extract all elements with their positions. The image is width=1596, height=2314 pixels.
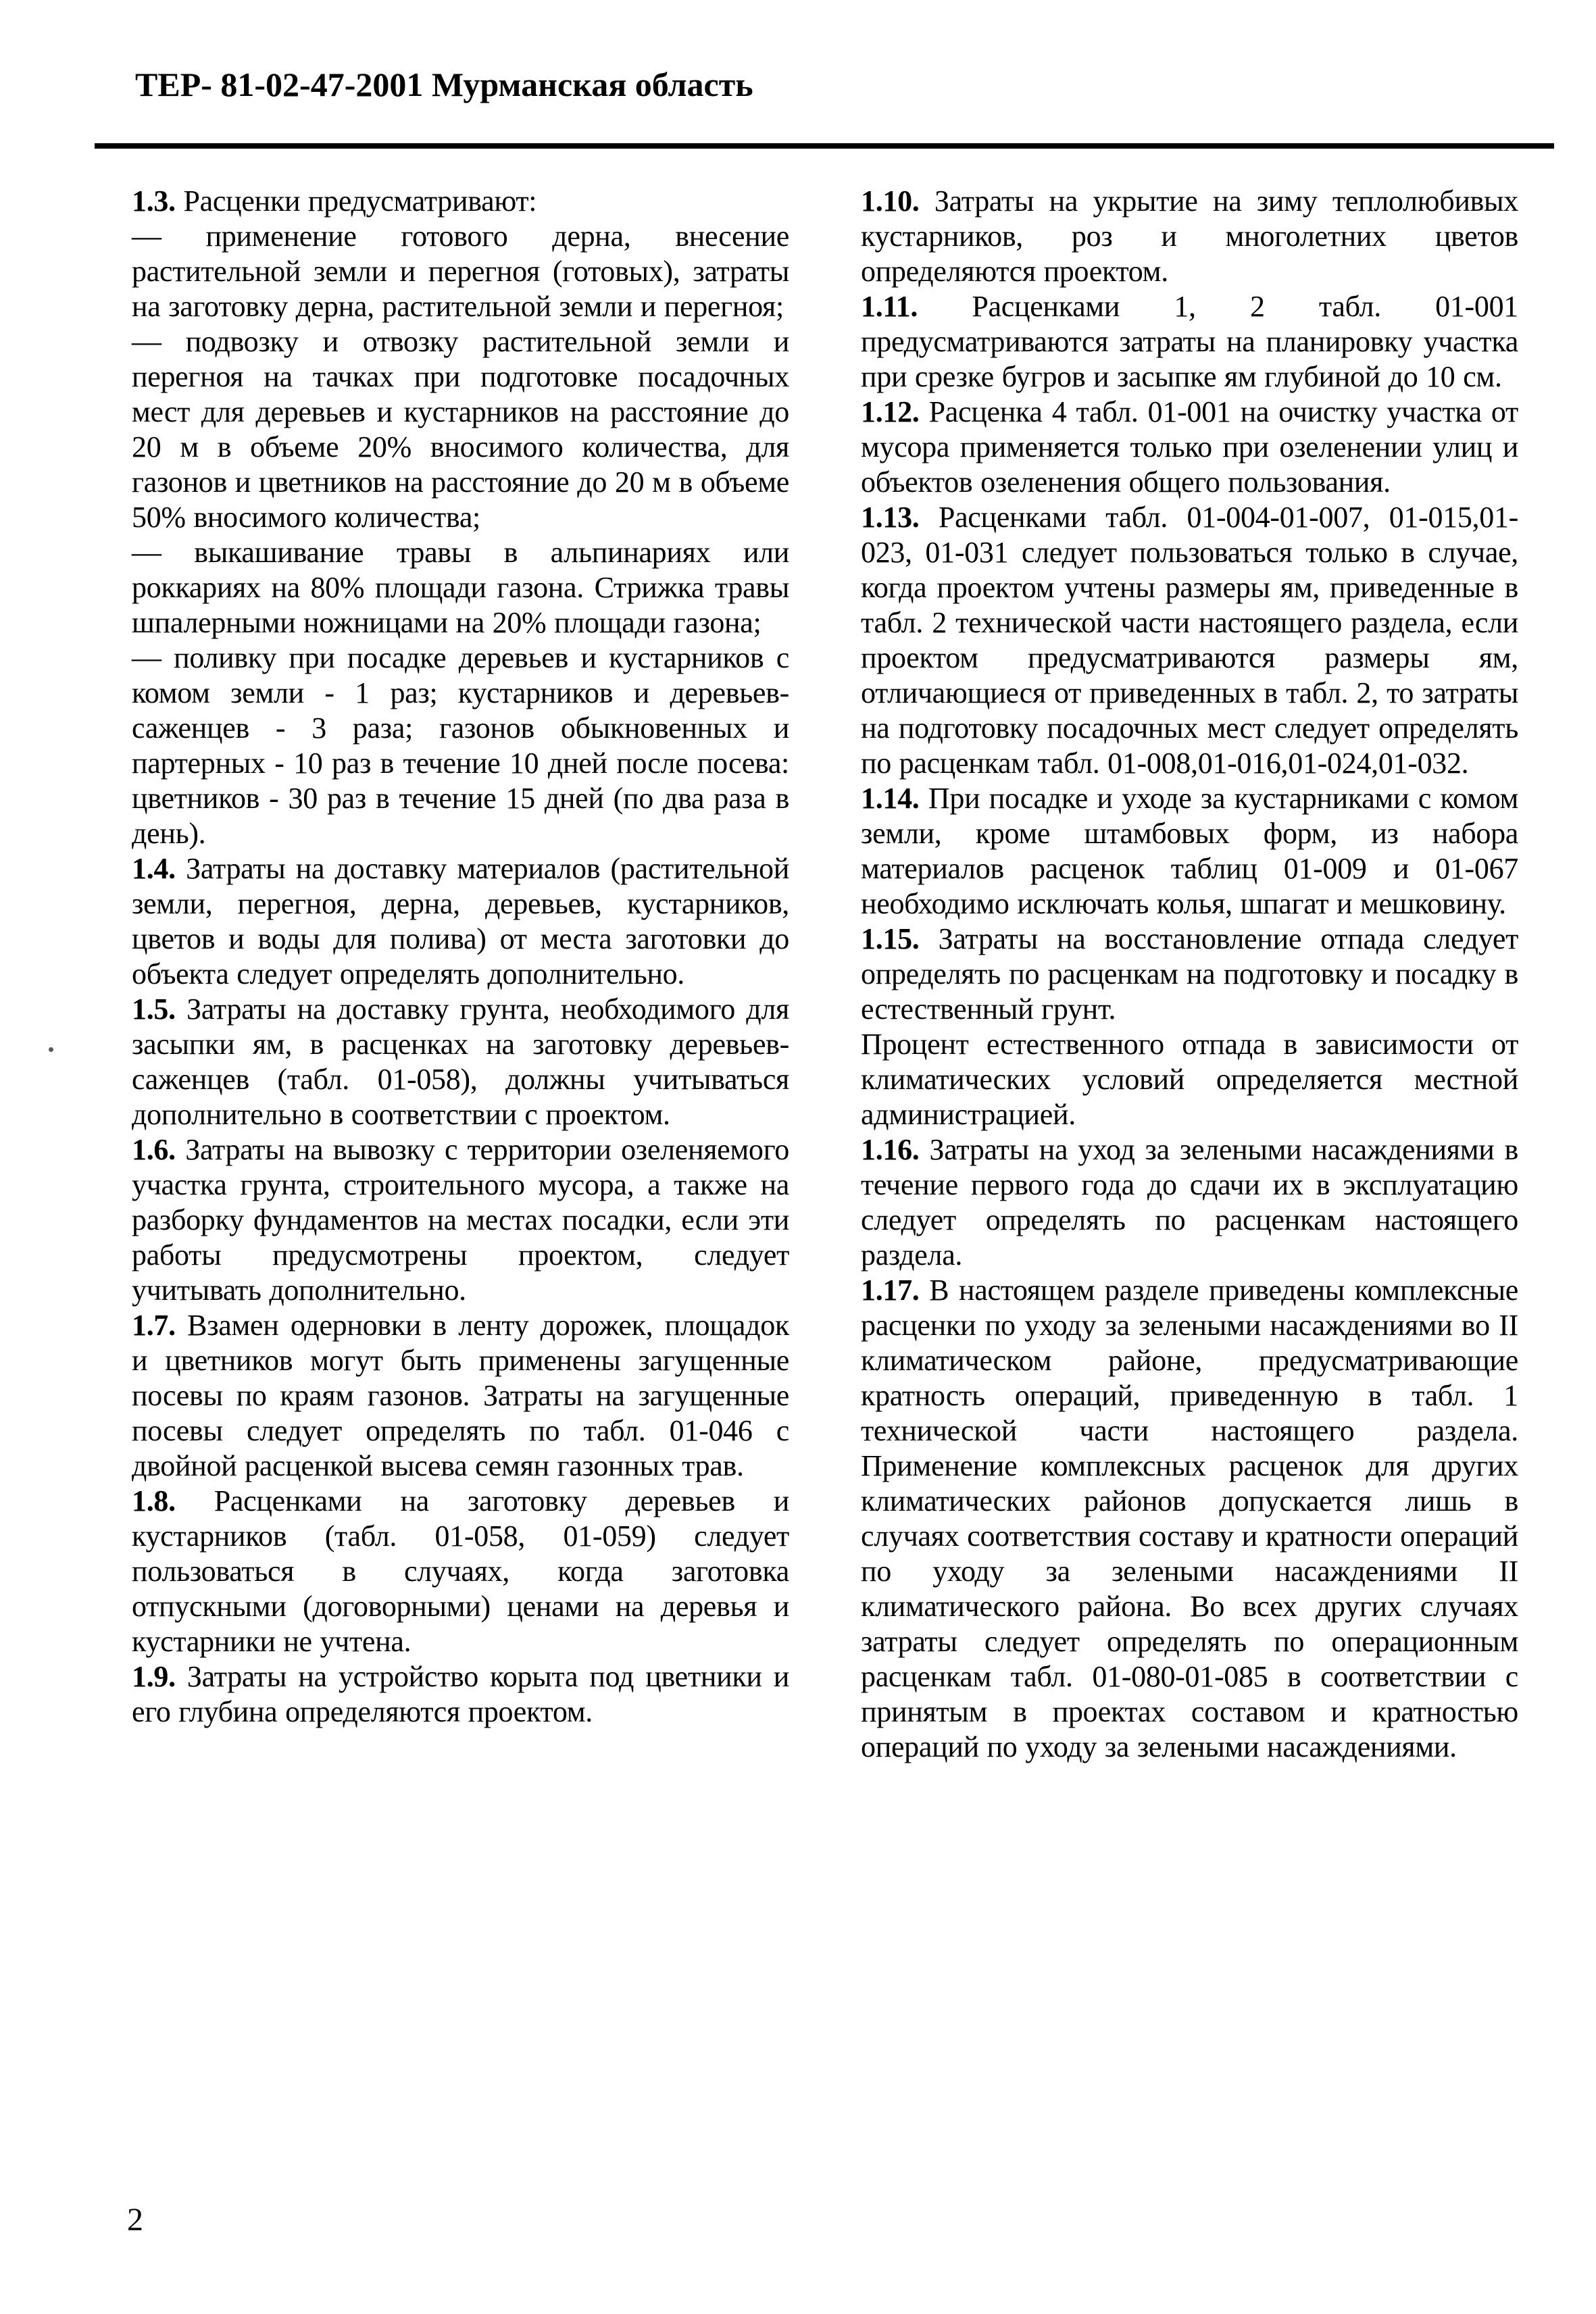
paragraph-text: Затраты на доставку грунта, необходимого для засыпки ям, в расценках на заготовку деревьев-саженцев (табл. 01-058), должны учитываться дополнительно в соответствии с проектом. — [132, 992, 789, 1131]
paragraph — [861, 500, 1518, 781]
right-text-column — [861, 184, 1518, 1765]
paragraph — [132, 1659, 789, 1730]
paragraph-text: — поливку при посадке деревьев и кустарников с комом земли - 1 раз; кустарников и деревьев-саженцев - 3 раза; газонов обыкновенных и партерных - 10 раз в течение 10 дней после посева: цветников - 30 раз в течение 15 дней (по два раза в день). — [132, 641, 789, 850]
clause-number: 1.7. — [132, 1309, 188, 1342]
scan-speckle-dot — [49, 1047, 53, 1052]
clause-number: 1.11. — [861, 290, 972, 323]
paragraph-text: Процент естественного отпада в зависимости от климатических условий определяется местной администрацией. — [861, 1028, 1518, 1131]
document-header-title: ТЕР- 81-02-47-2001 Мурманская область — [135, 66, 753, 103]
paragraph-text: Расценками табл. 01-004-01-007, 01-015,01-023, 01-031 следует пользоваться только в случае, когда проектом учтены размеры ям, приведенные в табл. 2 технической части настоящего раздела, если проектом предусматриваются размеры ям, отличающиеся от приведенных в табл. 2, то затраты на подготовку посадочных мест следует определять по расценкам табл. 01-008,01-016,01-024,01-032. — [861, 501, 1518, 780]
paragraph — [132, 1308, 789, 1484]
paragraph-text: — подвозку и отвозку растительной земли и перегноя на тачках при подготовке посадочных мест для деревьев и кустарников на расстояние до 20 м в объеме 20% вносимого количества, для газонов и цветников на расстояние до 20 м в объеме 50% вносимого количества; — [132, 325, 789, 534]
clause-number: 1.4. — [132, 852, 186, 885]
two-column-text-block — [132, 184, 1518, 1765]
paragraph-text: Затраты на вывозку с территории озеленяемого участка грунта, строительного мусора, а также на разборку фундаментов на местах посадки, если эти работы предусмотрены проектом, следует учитывать дополнительно. — [132, 1133, 789, 1307]
paragraph-text: Затраты на восстановление отпада следует определять по расценкам на подготовку и посадку в естественный грунт. — [861, 922, 1519, 1026]
clause-number: 1.13. — [861, 501, 939, 534]
left-text-column — [132, 184, 789, 1765]
paragraph — [132, 851, 789, 992]
paragraph — [861, 922, 1518, 1027]
paragraph — [132, 1484, 789, 1659]
header-rule-divider — [95, 143, 1554, 149]
paragraph — [861, 1273, 1518, 1765]
paragraph-text: — применение готового дерна, внесение растительной земли и перегноя (готовых), затраты на заготовку дерна, растительной земли и перегноя; — [132, 220, 789, 323]
paragraph-text: При посадке и уходе за кустарниками с комом земли, кроме штамбовых форм, из набора материалов расценок таблиц 01-009 и 01-067 необходимо исключать колья, шпагат и мешковину. — [861, 782, 1518, 920]
clause-number: 1.9. — [132, 1660, 187, 1693]
paragraph-text: Затраты на доставку материалов (растительной земли, перегноя, дерна, деревьев, кустарников, цветов и воды для полива) от места заготовки до объекта следует определять дополнительно. — [132, 852, 789, 990]
clause-number: 1.10. — [861, 184, 934, 218]
paragraph — [132, 992, 789, 1132]
paragraph-text: — выкашивание травы в альпинариях или роккариях на 80% площади газона. Стрижка травы шпалерными ножницами на 20% площади газона; — [132, 536, 789, 639]
paragraph-text: Расценки предусматривают: — [183, 184, 537, 218]
clause-number: 1.15. — [861, 922, 939, 955]
paragraph-text: Расценками 1, 2 табл. 01-001 предусматриваются затраты на планировку участка при срезке бугров и засыпке ям глубиной до 10 см. — [861, 290, 1518, 393]
paragraph — [132, 535, 789, 640]
clause-number: 1.16. — [861, 1133, 930, 1166]
paragraph — [132, 219, 789, 324]
paragraph-text: Взамен одерновки в ленту дорожек, площадок и цветников могут быть применены загущенные посевы по краям газонов. Затраты на загущенные посевы следует определять по табл. 01-046 с двойной расценкой высева семян газонных трав. — [132, 1309, 789, 1482]
clause-number: 1.14. — [861, 782, 928, 815]
clause-number: 1.6. — [132, 1133, 186, 1166]
paragraph-text: Затраты на уход за зелеными насаждениями в течение первого года до сдачи их в эксплуатацию следует определять по расценкам настоящего раздела. — [861, 1133, 1518, 1272]
paragraph-text: Расценка 4 табл. 01-001 на очистку участка от мусора применяется только при озеленении улиц и объектов озеленения общего пользования. — [861, 395, 1518, 499]
paragraph — [132, 324, 789, 535]
paragraph — [861, 184, 1518, 289]
paragraph-text: Затраты на устройство корыта под цветники и его глубина определяются проектом. — [132, 1660, 789, 1728]
page-number: 2 — [127, 2202, 143, 2238]
clause-number: 1.5. — [132, 992, 187, 1026]
paragraph — [132, 184, 789, 219]
paragraph — [861, 781, 1518, 922]
clause-number: 1.3. — [132, 184, 184, 218]
paragraph — [861, 289, 1518, 395]
paragraph-text: В настоящем разделе приведены комплексные расценки по уходу за зелеными насаждениями во II климатическом районе, предусматривающие кратность операций, приведенную в табл. 1 технической части настоящего раздела. Применение комплексных расценок для других климатических районов допускается лишь в случаях соответствия составу и кратности операций по уходу за зелеными насаждениями II климатического района. Во всех других случаях затраты следует определять по операционным расценкам табл. 01-080-01-085 в соответствии с принятым в проектах составом и кратностью операций по уходу за зелеными насаждениями. — [861, 1274, 1519, 1763]
clause-number: 1.12. — [861, 395, 929, 428]
paragraph — [132, 1132, 789, 1308]
paragraph — [861, 395, 1518, 500]
paragraph — [861, 1027, 1518, 1132]
clause-number: 1.8. — [132, 1484, 214, 1517]
paragraph — [132, 640, 789, 851]
paragraph-text: Расценками на заготовку деревьев и кустарников (табл. 01-058, 01-059) следует пользоваться в случаях, когда заготовка отпускными (договорными) ценами на деревья и кустарники не учтена. — [132, 1484, 789, 1658]
clause-number: 1.17. — [861, 1274, 930, 1307]
paragraph-text: Затраты на укрытие на зиму теплолюбивых кустарников, роз и многолетних цветов определяются проектом. — [861, 184, 1519, 288]
paragraph — [861, 1132, 1518, 1273]
